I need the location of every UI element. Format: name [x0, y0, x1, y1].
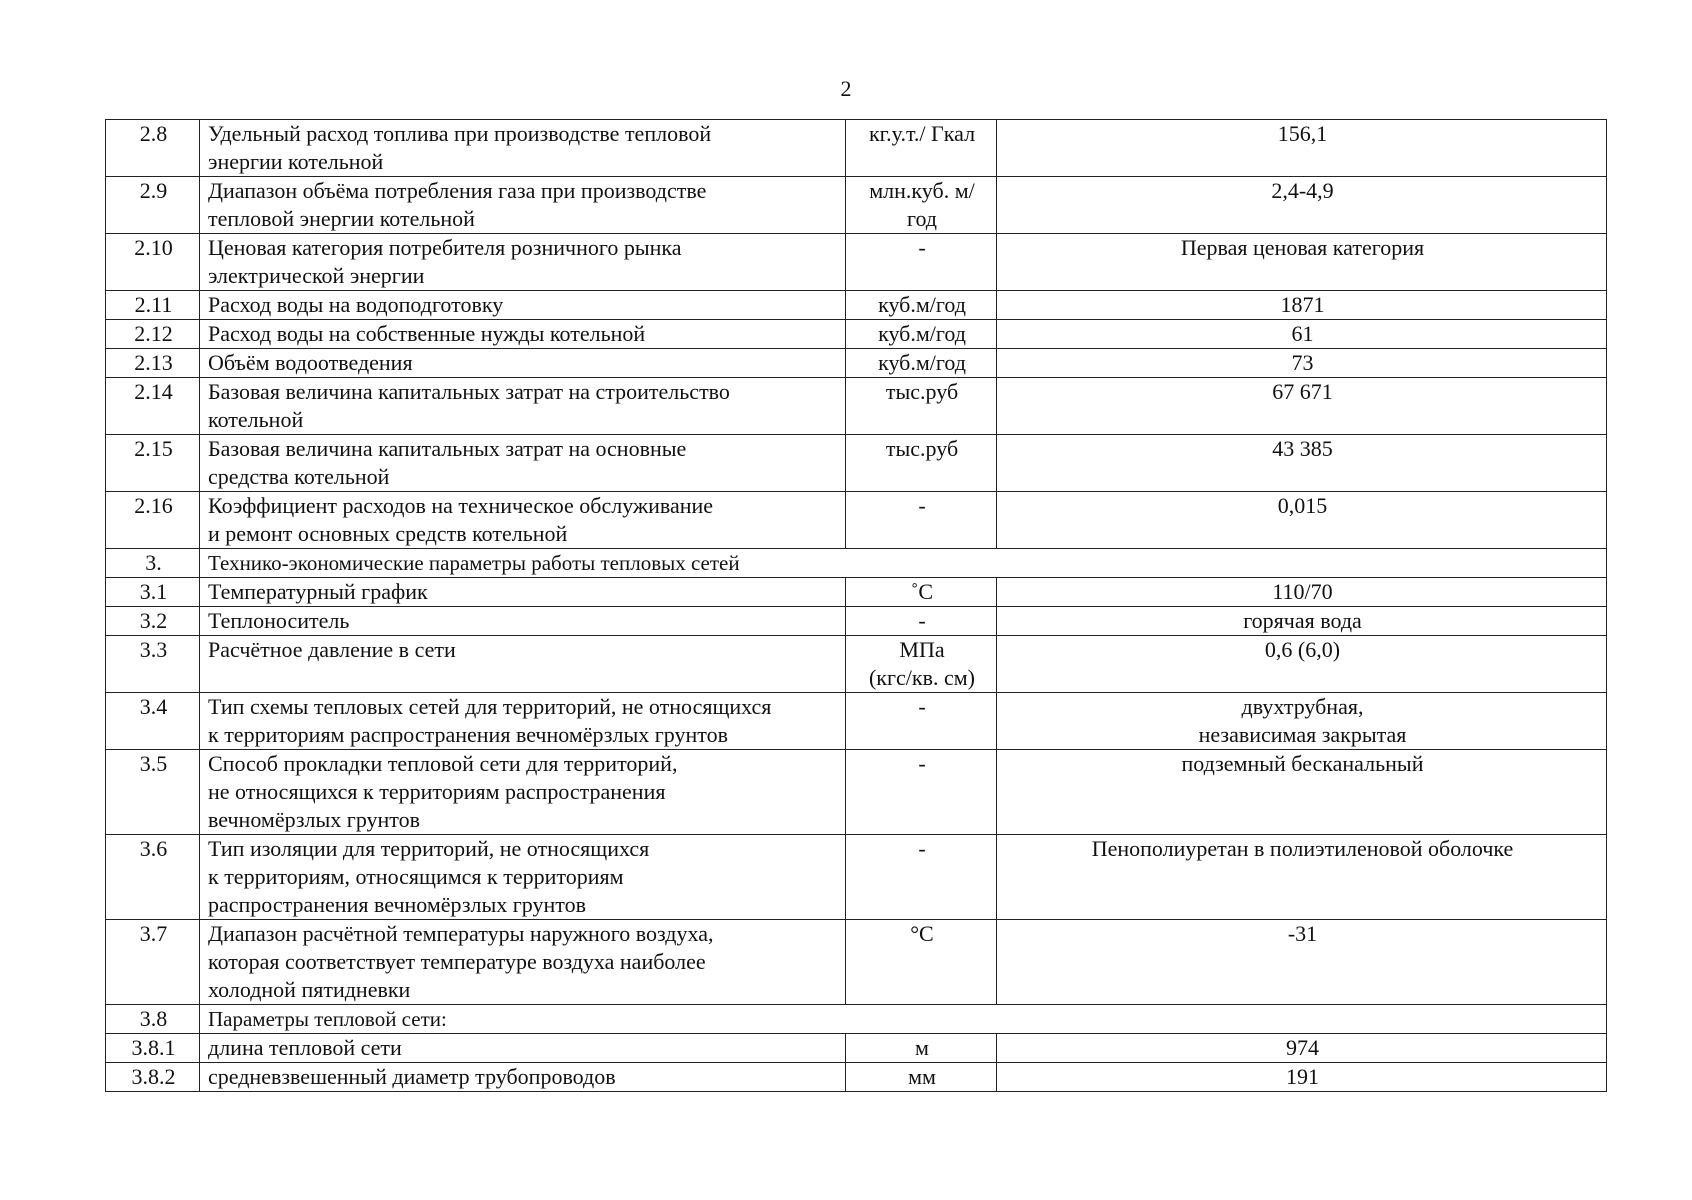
parameter-value-line: 110/70 [1272, 579, 1333, 604]
parameter-value [997, 291, 1607, 320]
table-row [106, 120, 1607, 177]
unit-of-measure-line: - [918, 608, 926, 633]
parameter-name-line: Коэффициент расходов на техническое обслуживание [208, 493, 714, 518]
parameter-name-line: Базовая величина капитальных затрат на основные [208, 436, 687, 461]
unit-of-measure [846, 378, 997, 435]
unit-of-measure-line: ˚C [911, 579, 933, 604]
parameter-value [997, 1034, 1607, 1063]
unit-of-measure [846, 435, 997, 492]
parameter-name [200, 750, 846, 835]
table-row [106, 636, 1607, 693]
section-title: Параметры тепловой сети: [200, 1005, 1607, 1034]
table-row [106, 492, 1607, 549]
row-number: 3.7 [106, 920, 200, 1005]
unit-of-measure [846, 578, 997, 607]
row-number: 2.15 [106, 435, 200, 492]
parameter-value [997, 1063, 1607, 1092]
parameter-value [997, 435, 1607, 492]
parameter-name-line: средневзвешенный диаметр трубопроводов [208, 1064, 616, 1089]
section-title: Технико-экономические параметры работы тепловых сетей [200, 549, 1607, 578]
unit-of-measure-line: (кгс/кв. см) [868, 665, 975, 690]
unit-of-measure [846, 636, 997, 693]
parameter-value [997, 578, 1607, 607]
parameter-name-line: вечномёрзлых грунтов [208, 807, 421, 832]
table-row [106, 835, 1607, 920]
unit-of-measure-line: млн.куб. м/ [869, 178, 975, 203]
parameter-value-line: 2,4-4,9 [1271, 178, 1334, 203]
unit-of-measure-line: куб.м/год [878, 292, 966, 317]
parameter-name-line: средства котельной [208, 464, 390, 489]
section-row [106, 549, 1607, 578]
unit-of-measure [846, 120, 997, 177]
unit-of-measure-line: - [918, 751, 926, 776]
parameter-value [997, 693, 1607, 750]
unit-of-measure-line: мм [908, 1064, 936, 1089]
parameter-name [200, 349, 846, 378]
parameter-name-line: котельной [208, 407, 304, 432]
parameter-name-line: электрической энергии [208, 263, 425, 288]
row-number: 3.3 [106, 636, 200, 693]
row-number: 2.12 [106, 320, 200, 349]
row-number: 2.16 [106, 492, 200, 549]
parameter-name-line: Ценовая категория потребителя розничного рынка [208, 235, 682, 260]
parameter-name-line: и ремонт основных средств котельной [208, 521, 568, 546]
parameter-value-line: 61 [1291, 321, 1314, 346]
parameter-name-line: Диапазон объёма потребления газа при производстве [208, 178, 707, 203]
parameter-name [200, 1034, 846, 1063]
parameter-name-line: Объём водоотведения [208, 350, 413, 375]
row-number: 3.8.2 [106, 1063, 200, 1092]
parameter-name-line: Температурный график [208, 579, 428, 604]
parameter-value [997, 750, 1607, 835]
unit-of-measure-line: - [918, 235, 926, 260]
parameter-value-line: 156,1 [1277, 121, 1328, 146]
unit-of-measure-line: °C [910, 921, 934, 946]
parameter-name [200, 1063, 846, 1092]
unit-of-measure-line: куб.м/год [878, 350, 966, 375]
unit-of-measure-line: - [918, 493, 926, 518]
parameter-name [200, 177, 846, 234]
parameter-value-line: 0,015 [1277, 493, 1328, 518]
row-number: 2.8 [106, 120, 200, 177]
row-number: 2.11 [106, 291, 200, 320]
row-number: 3. [106, 549, 200, 578]
parameter-value [997, 177, 1607, 234]
parameter-value-line: 0,6 (6,0) [1264, 637, 1341, 662]
table-row [106, 378, 1607, 435]
parameter-name-line: Способ прокладки тепловой сети для территорий, [208, 751, 678, 776]
row-number: 3.8 [106, 1005, 200, 1034]
parameter-value [997, 320, 1607, 349]
parameter-name [200, 378, 846, 435]
unit-of-measure [846, 177, 997, 234]
parameter-name-line: Расход воды на водоподготовку [208, 292, 504, 317]
parameter-value-line: -31 [1287, 921, 1318, 946]
unit-of-measure [846, 1034, 997, 1063]
unit-of-measure [846, 693, 997, 750]
parameters-table [105, 119, 1607, 1092]
parameter-name [200, 578, 846, 607]
parameter-name [200, 120, 846, 177]
unit-of-measure [846, 607, 997, 636]
parameter-name [200, 234, 846, 291]
parameter-value-line: 73 [1291, 350, 1314, 375]
parameter-value-line: подземный бесканальный [1181, 751, 1424, 776]
row-number: 2.9 [106, 177, 200, 234]
parameter-name [200, 636, 846, 693]
table-row [106, 177, 1607, 234]
parameter-value [997, 378, 1607, 435]
parameter-value [997, 234, 1607, 291]
row-number: 2.13 [106, 349, 200, 378]
table-row [106, 1063, 1607, 1092]
parameter-value-line: горячая вода [1243, 608, 1362, 633]
unit-of-measure [846, 1063, 997, 1092]
parameter-name [200, 920, 846, 1005]
row-number: 3.5 [106, 750, 200, 835]
parameter-value [997, 349, 1607, 378]
parameter-value-line: 974 [1286, 1035, 1319, 1060]
parameter-value-line: Первая ценовая категория [1180, 235, 1425, 260]
row-number: 3.8.1 [106, 1034, 200, 1063]
unit-of-measure-line: м [915, 1035, 929, 1060]
parameter-name [200, 607, 846, 636]
parameter-name [200, 320, 846, 349]
parameter-name-line: которая соответствует температуре воздуха наиболее [208, 949, 706, 974]
unit-of-measure [846, 492, 997, 549]
table-row [106, 291, 1607, 320]
unit-of-measure-line: - [918, 694, 926, 719]
parameter-value [997, 920, 1607, 1005]
parameter-name-line: Диапазон расчётной температуры наружного воздуха, [208, 921, 714, 946]
parameter-value-line: независимая закрытая [1198, 722, 1407, 747]
table-row [106, 750, 1607, 835]
parameter-name [200, 435, 846, 492]
table-row [106, 607, 1607, 636]
parameter-name [200, 693, 846, 750]
parameter-name-line: холодной пятидневки [208, 977, 411, 1002]
table-row [106, 693, 1607, 750]
parameters-table-body [106, 120, 1607, 1092]
unit-of-measure [846, 835, 997, 920]
parameter-value [997, 835, 1607, 920]
unit-of-measure-line: год [906, 206, 938, 231]
table-row [106, 234, 1607, 291]
parameter-name-line: Расход воды на собственные нужды котельной [208, 321, 646, 346]
parameter-name-line: к территориям распространения вечномёрзлых грунтов [208, 722, 728, 747]
parameter-name-line: длина тепловой сети [208, 1035, 402, 1060]
parameter-name-line: Теплоноситель [208, 608, 350, 633]
unit-of-measure-line: - [918, 836, 926, 861]
unit-of-measure-line: МПа [899, 637, 945, 662]
parameter-value-line: 43 385 [1272, 436, 1333, 461]
table-row [106, 320, 1607, 349]
parameter-value [997, 636, 1607, 693]
parameter-value-line: Пенополиуретан в полиэтиленовой оболочке [1091, 836, 1514, 861]
table-row [106, 349, 1607, 378]
parameter-name-line: Расчётное давление в сети [208, 637, 456, 662]
parameter-value [997, 492, 1607, 549]
parameter-name-line: Удельный расход топлива при производстве тепловой [208, 121, 712, 146]
parameter-name-line: к территориям, относящимся к территориям [208, 864, 624, 889]
unit-of-measure [846, 920, 997, 1005]
table-row [106, 578, 1607, 607]
parameter-name-line: Тип схемы тепловых сетей для территорий, не относящихся [208, 694, 772, 719]
table-row [106, 435, 1607, 492]
parameter-name-line: энергии котельной [208, 149, 384, 174]
unit-of-measure-line: куб.м/год [878, 321, 966, 346]
row-number: 3.4 [106, 693, 200, 750]
parameter-value-line: 1871 [1280, 292, 1325, 317]
row-number: 3.6 [106, 835, 200, 920]
row-number: 2.14 [106, 378, 200, 435]
unit-of-measure [846, 349, 997, 378]
row-number: 3.2 [106, 607, 200, 636]
parameter-name [200, 291, 846, 320]
parameter-value-line: 67 671 [1272, 379, 1333, 404]
parameter-name-line: Базовая величина капитальных затрат на строительство [208, 379, 730, 404]
row-number: 3.1 [106, 578, 200, 607]
parameter-value [997, 120, 1607, 177]
unit-of-measure-line: тыс.руб [885, 379, 959, 404]
unit-of-measure [846, 320, 997, 349]
parameter-value-line: двухтрубная, [1241, 694, 1364, 719]
unit-of-measure-line: тыс.руб [885, 436, 959, 461]
parameter-value [997, 607, 1607, 636]
page-number: 2 [840, 76, 852, 101]
parameter-name [200, 835, 846, 920]
parameter-value-line: 191 [1286, 1064, 1319, 1089]
table-row [106, 920, 1607, 1005]
parameter-name [200, 492, 846, 549]
table-row [106, 1034, 1607, 1063]
row-number: 2.10 [106, 234, 200, 291]
section-row [106, 1005, 1607, 1034]
unit-of-measure [846, 291, 997, 320]
unit-of-measure-line: кг.у.т./ Гкал [868, 121, 976, 146]
parameter-name-line: не относящихся к территориям распространения [208, 779, 666, 804]
unit-of-measure [846, 234, 997, 291]
parameter-name-line: тепловой энергии котельной [208, 206, 475, 231]
parameter-name-line: распространения вечномёрзлых грунтов [208, 892, 586, 917]
unit-of-measure [846, 750, 997, 835]
parameter-name-line: Тип изоляции для территорий, не относящихся [208, 836, 650, 861]
